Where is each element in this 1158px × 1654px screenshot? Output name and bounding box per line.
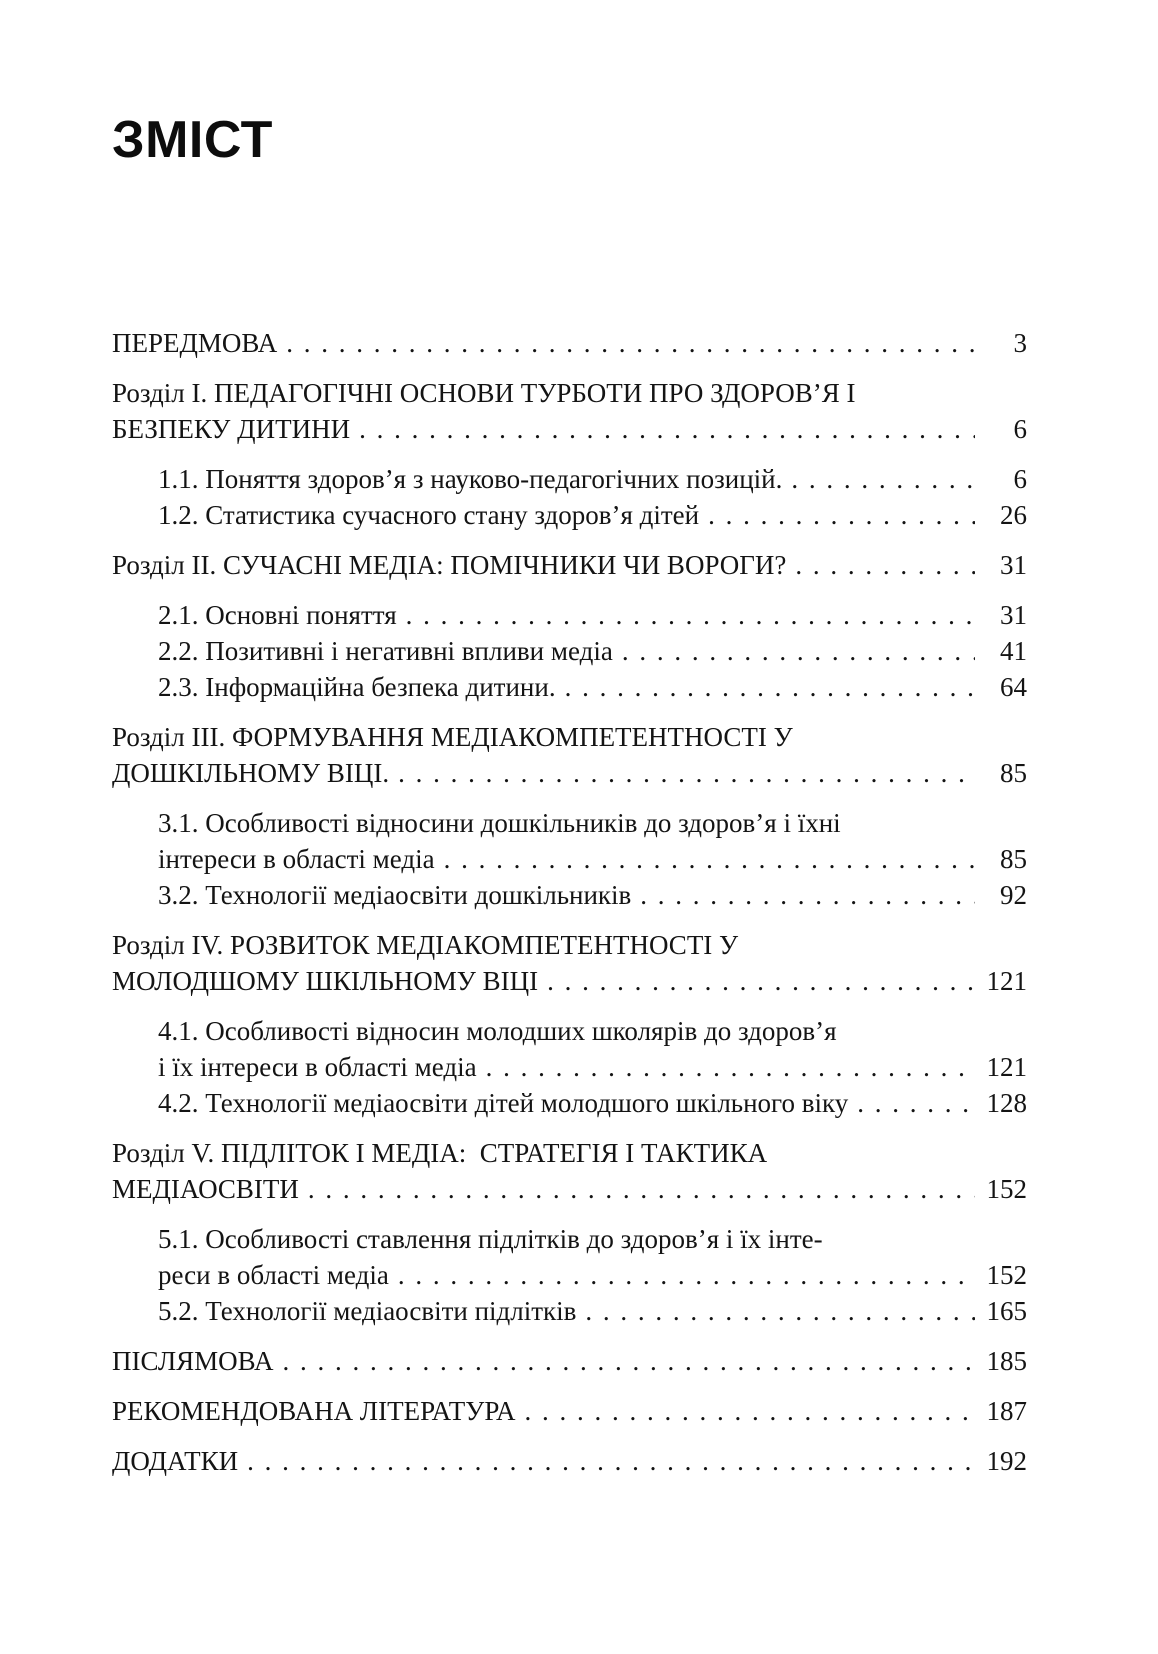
page-title: ЗМІСТ xyxy=(112,111,273,169)
toc-entry-row xyxy=(158,669,1027,705)
toc-entry-row xyxy=(158,1293,1027,1329)
toc-entry xyxy=(112,1343,1027,1379)
dot-leader xyxy=(359,411,975,447)
toc-entry-line: Розділ V. ПІДЛІТОК І МЕДІА: СТРАТЕГІЯ І ТАКТИКА xyxy=(112,1138,768,1169)
toc-page-number: 6 xyxy=(1013,414,1027,445)
dot-leader xyxy=(585,1293,975,1329)
toc-entry-label: Розділ II. СУЧАСНІ МЕДІА: ПОМІЧНИКИ ЧИ ВОРОГИ? xyxy=(112,550,787,581)
dot-leader xyxy=(708,497,975,533)
toc-entry-row xyxy=(112,1343,1027,1379)
dot-leader xyxy=(565,669,975,705)
toc-page-number: 128 xyxy=(986,1088,1027,1119)
toc-entry-label: БЕЗПЕКУ ДИТИНИ xyxy=(112,414,351,445)
toc-page-number: 192 xyxy=(986,1446,1027,1477)
toc-entry-line: Розділ III. ФОРМУВАННЯ МЕДІАКОМПЕТЕНТНОСТІ У xyxy=(112,722,793,753)
toc-entry xyxy=(112,633,1027,669)
toc-entry xyxy=(112,1085,1027,1121)
toc-entry-line: 5.1. Особливості ставлення підлітків до здоров’я і їх інте- xyxy=(158,1224,823,1255)
dot-leader xyxy=(795,547,975,583)
toc-entry-row xyxy=(158,841,1027,877)
dot-leader xyxy=(398,755,975,791)
toc-page-number: 185 xyxy=(986,1346,1027,1377)
toc-entry-label: 1.2. Статистика сучасного стану здоров’я дітей xyxy=(158,500,700,531)
toc-page-number: 165 xyxy=(986,1296,1027,1327)
toc-entry xyxy=(112,927,1027,999)
toc-entry-label: ПЕРЕДМОВА xyxy=(112,328,278,359)
toc-page-number: 152 xyxy=(986,1174,1027,1205)
toc-entry xyxy=(112,1013,1027,1085)
toc-entry xyxy=(112,497,1027,533)
toc-entry-row xyxy=(158,1049,1027,1085)
dot-leader xyxy=(486,1049,975,1085)
toc-entry xyxy=(112,325,1027,361)
toc-page-number: 92 xyxy=(1000,880,1027,911)
toc-entry-row xyxy=(112,1443,1027,1479)
toc-entry-label: ДОДАТКИ xyxy=(112,1446,239,1477)
toc-page-number: 6 xyxy=(1013,464,1027,495)
toc-entry xyxy=(112,461,1027,497)
toc-entry xyxy=(112,375,1027,447)
toc-entry xyxy=(112,877,1027,913)
toc-entry xyxy=(112,1135,1027,1207)
dot-leader xyxy=(444,841,975,877)
toc-page-number: 26 xyxy=(1000,500,1027,531)
toc-entry-row xyxy=(158,1257,1027,1293)
dot-leader xyxy=(524,1393,975,1429)
toc-entry xyxy=(112,1221,1027,1293)
toc-entry-row xyxy=(112,755,1027,791)
toc-entry xyxy=(112,1393,1027,1429)
toc-entry-label: 3.2. Технології медіаосвіти дошкільників xyxy=(158,880,632,911)
toc-entry-row xyxy=(112,963,1027,999)
toc-page-number: 31 xyxy=(1000,600,1027,631)
toc-entry-row xyxy=(158,461,1027,497)
toc-entry-line: 3.1. Особливості відносини дошкільників до здоров’я і їхні xyxy=(158,808,841,839)
toc-entry-label: ПІСЛЯМОВА xyxy=(112,1346,274,1377)
toc-page-number: 3 xyxy=(1013,328,1027,359)
dot-leader xyxy=(282,1343,975,1379)
toc-entry xyxy=(112,669,1027,705)
toc-entry-label: 4.2. Технології медіаосвіти дітей молодшого шкільного віку xyxy=(158,1088,849,1119)
dot-leader xyxy=(791,461,975,497)
toc-entry-row xyxy=(112,1171,1027,1207)
toc-entry-row xyxy=(158,633,1027,669)
toc-page-number: 41 xyxy=(1000,636,1027,667)
toc-entry-row xyxy=(112,325,1027,361)
toc-entry-line: Розділ IV. РОЗВИТОК МЕДІАКОМПЕТЕНТНОСТІ У xyxy=(112,930,739,961)
dot-leader xyxy=(406,597,975,633)
toc-page-number: 187 xyxy=(986,1396,1027,1427)
toc-entry-label: 1.1. Поняття здоров’я з науково-педагогічних позицій. xyxy=(158,464,783,495)
toc-entry-row xyxy=(112,411,1027,447)
dot-leader xyxy=(622,633,975,669)
toc-entry-label: реси в області медіа xyxy=(158,1260,389,1291)
toc-page-number: 152 xyxy=(986,1260,1027,1291)
toc-page-number: 121 xyxy=(986,966,1027,997)
toc-page-number: 31 xyxy=(1000,550,1027,581)
dot-leader xyxy=(247,1443,975,1479)
toc-entry-line: Розділ I. ПЕДАГОГІЧНІ ОСНОВИ ТУРБОТИ ПРО ЗДОРОВ’Я І xyxy=(112,378,856,409)
toc-entry-label: 2.3. Інформаційна безпека дитини. xyxy=(158,672,556,703)
toc-list xyxy=(112,311,1027,1493)
toc-entry xyxy=(112,719,1027,791)
toc-entry xyxy=(112,1293,1027,1329)
toc-entry-row xyxy=(158,497,1027,533)
toc-entry-label: ДОШКІЛЬНОМУ ВІЦІ. xyxy=(112,758,390,789)
toc-entry-label: і їх інтереси в області медіа xyxy=(158,1052,477,1083)
toc-entry xyxy=(112,805,1027,877)
dot-leader xyxy=(640,877,975,913)
toc-entry xyxy=(112,597,1027,633)
dot-leader xyxy=(398,1257,975,1293)
toc-page-number: 64 xyxy=(1000,672,1027,703)
toc-entry-label: РЕКОМЕНДОВАНА ЛІТЕРАТУРА xyxy=(112,1396,516,1427)
toc-page-number: 85 xyxy=(1000,844,1027,875)
toc-entry xyxy=(112,1443,1027,1479)
toc-page-number: 85 xyxy=(1000,758,1027,789)
toc-entry-label: 2.2. Позитивні і негативні впливи медіа xyxy=(158,636,613,667)
toc-page-number: 121 xyxy=(986,1052,1027,1083)
toc-entry-label: 2.1. Основні поняття xyxy=(158,600,397,631)
toc-entry-line: 4.1. Особливості відносин молодших школярів до здоров’я xyxy=(158,1016,837,1047)
dot-leader xyxy=(547,963,975,999)
dot-leader xyxy=(857,1085,975,1121)
toc-entry-row xyxy=(112,547,1027,583)
dot-leader xyxy=(286,325,975,361)
toc-entry-label: 5.2. Технології медіаосвіти підлітків xyxy=(158,1296,577,1327)
toc-entry-label: МОЛОДШОМУ ШКІЛЬНОМУ ВІЦІ xyxy=(112,966,539,997)
toc-entry xyxy=(112,547,1027,583)
toc-entry-row xyxy=(158,1085,1027,1121)
dot-leader xyxy=(308,1171,975,1207)
toc-entry-row xyxy=(112,1393,1027,1429)
toc-entry-label: МЕДІАОСВІТИ xyxy=(112,1174,299,1205)
toc-entry-row xyxy=(158,877,1027,913)
toc-entry-row xyxy=(158,597,1027,633)
toc-entry-label: інтереси в області медіа xyxy=(158,844,435,875)
